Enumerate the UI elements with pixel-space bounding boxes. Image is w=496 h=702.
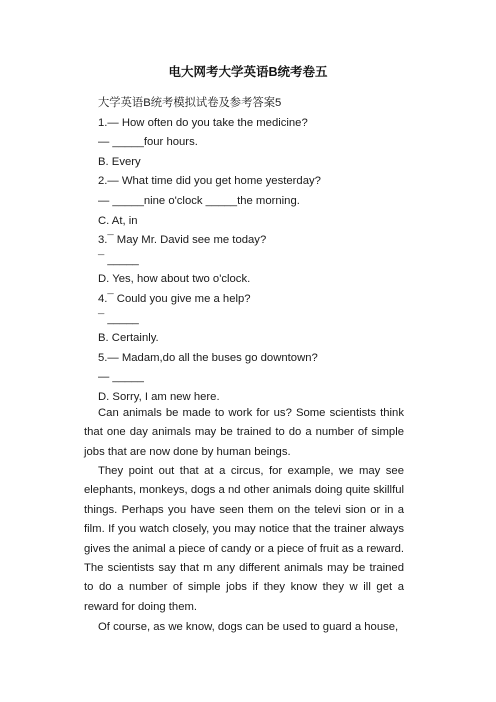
question-line: 4.¯ Could you give me a help? — [98, 292, 251, 305]
reading-paragraph: Of course, as we know, dogs can be used to guard a house, — [98, 621, 399, 633]
question-line: 3.¯ May Mr. David see me today? — [98, 234, 267, 247]
response-line: ¯ _____ — [98, 253, 139, 266]
response-line: — _____ — [98, 371, 144, 384]
response-line: — _____four hours. — [98, 136, 198, 149]
answer-line: B. Every — [98, 155, 141, 168]
subtitle-line: 大学英语B统考模拟试卷及参考答案5 — [98, 97, 282, 109]
question-line: 2.— What time did you get home yesterday? — [98, 175, 321, 188]
question-line: 5.— Madam,do all the buses go downtown? — [98, 351, 318, 364]
document-title: 电大网考大学英语B统考卷五 — [168, 65, 328, 79]
response-line: ¯ _____ — [98, 312, 139, 325]
question-line: 1.— How often do you take the medicine? — [98, 116, 308, 129]
answer-line: B. Certainly. — [98, 332, 159, 345]
reading-paragraph: They point out that at a circus, for example, we may see elephants, monkeys, dogs a nd other animals doing quite skillful things. Perhaps you have seen them on the televi sion or in a film. If you watch closely, you may notice that the trainer always gives the animal a piece of candy or a piece of fruit as a reward. The scientists say that m any different animals may be trained to do a number of simple jobs if they know they w ill get a reward for doing them. — [84, 465, 404, 613]
reading-paragraph: Can animals be made to work for us? Some scientists think that one day animals may be trained to do a number of simple jobs that are now done by human beings. — [84, 407, 404, 458]
question-list — [98, 94, 403, 408]
answer-line: D. Sorry, I am new here. — [98, 390, 220, 403]
response-line: — _____nine o'clock _____the morning. — [98, 194, 300, 207]
answer-line: D. Yes, how about two o'clock. — [98, 273, 251, 286]
answer-line: C. At, in — [98, 214, 138, 227]
